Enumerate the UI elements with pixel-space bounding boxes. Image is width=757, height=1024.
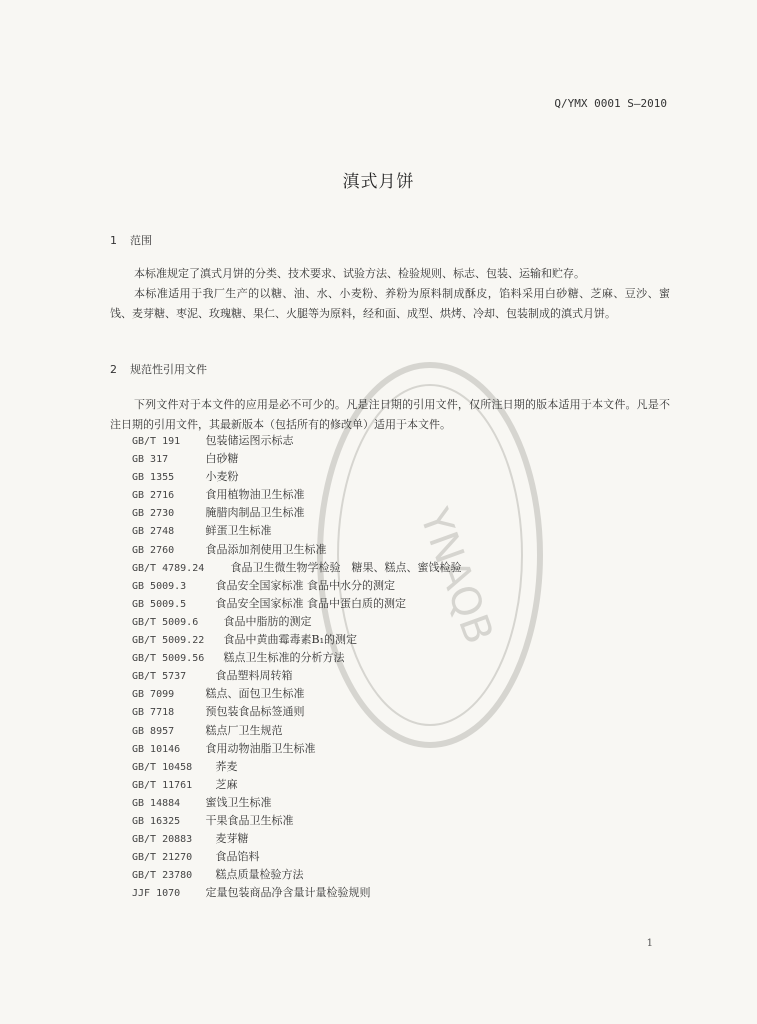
- reference-item: GB 16325 干果食品卫生标准: [132, 813, 294, 827]
- scope-paragraph-2: 本标准适用于我厂生产的以糖、油、水、小麦粉、养粉为原料制成酥皮，馅料采用白砂糖、芝麻、豆沙、蜜饯、麦芽糖、枣泥、玫瑰糖、果仁、火腿等为原料，经和面、成型、烘烤、冷却、包装制成的滇式月饼。: [110, 287, 670, 320]
- reference-item: GB 1355 小麦粉: [132, 470, 239, 484]
- section-heading-scope: 1 范围: [110, 234, 152, 247]
- reference-item: GB 7099 糕点、面包卫生标准: [132, 687, 305, 701]
- reference-item: GB 317 白砂糖: [132, 452, 239, 466]
- reference-item: GB 10146 食用动物油脂卫生标准: [132, 741, 316, 755]
- scope-paragraph-1: 本标准规定了滇式月饼的分类、技术要求、试验方法、检验规则、标志、包装、运输和贮存。: [134, 267, 585, 280]
- reference-item: GB/T 5009.56 糕点卫生标准的分析方法: [132, 651, 345, 665]
- section-heading-references: 2 规范性引用文件: [110, 363, 207, 376]
- reference-item: GB 5009.3 食品安全国家标准 食品中水分的测定: [132, 578, 395, 592]
- reference-item: GB/T 10458 荞麦: [132, 759, 238, 773]
- reference-item: GB 2760 食品添加剂使用卫生标准: [132, 542, 327, 556]
- svg-text:YNAQB: YNAQB: [410, 502, 502, 650]
- reference-item: GB/T 5009.22 食品中黄曲霉毒素B₁的测定: [132, 633, 357, 647]
- reference-item: GB/T 23780 糕点质量检验方法: [132, 868, 304, 882]
- reference-item: GB 2730 腌腊肉制品卫生标准: [132, 506, 305, 520]
- reference-list: [132, 432, 462, 902]
- reference-item: GB/T 11761 芝麻: [132, 777, 238, 791]
- page-number: 1: [646, 938, 653, 949]
- reference-item: GB 7718 预包装食品标签通则: [132, 705, 305, 719]
- reference-item: GB 14884 蜜饯卫生标准: [132, 795, 272, 809]
- references-intro-paragraph: 下列文件对于本文件的应用是必不可少的。凡是注日期的引用文件，仅所注日期的版本适用于本文件。凡是不注日期的引用文件，其最新版本（包括所有的修改单）适用于本文件。: [110, 398, 670, 431]
- reference-item: GB/T 5737 食品塑料周转箱: [132, 669, 293, 683]
- reference-item: GB 2748 鲜蛋卫生标准: [132, 524, 272, 538]
- reference-item: GB/T 191 包装储运图示标志: [132, 434, 294, 447]
- page-title: 滇式月饼: [342, 172, 415, 192]
- reference-item: GB 8957 糕点厂卫生规范: [132, 723, 283, 737]
- reference-item: GB/T 20883 麦芽糖: [132, 832, 249, 846]
- reference-item: GB/T 21270 食品馅料: [132, 850, 260, 864]
- reference-item: GB/T 4789.24 食品卫生微生物学检验 糖果、糕点、蜜饯检验: [132, 560, 462, 574]
- reference-item: GB/T 5009.6 食品中脂肪的测定: [132, 614, 312, 628]
- reference-item: GB 5009.5 食品安全国家标准 食品中蛋白质的测定: [132, 596, 406, 610]
- reference-item: GB 2716 食用植物油卫生标准: [132, 488, 305, 502]
- reference-item: JJF 1070 定量包装商品净含量计量检验规则: [132, 886, 371, 900]
- standard-code: Q/YMX 0001 S—2010: [554, 97, 667, 110]
